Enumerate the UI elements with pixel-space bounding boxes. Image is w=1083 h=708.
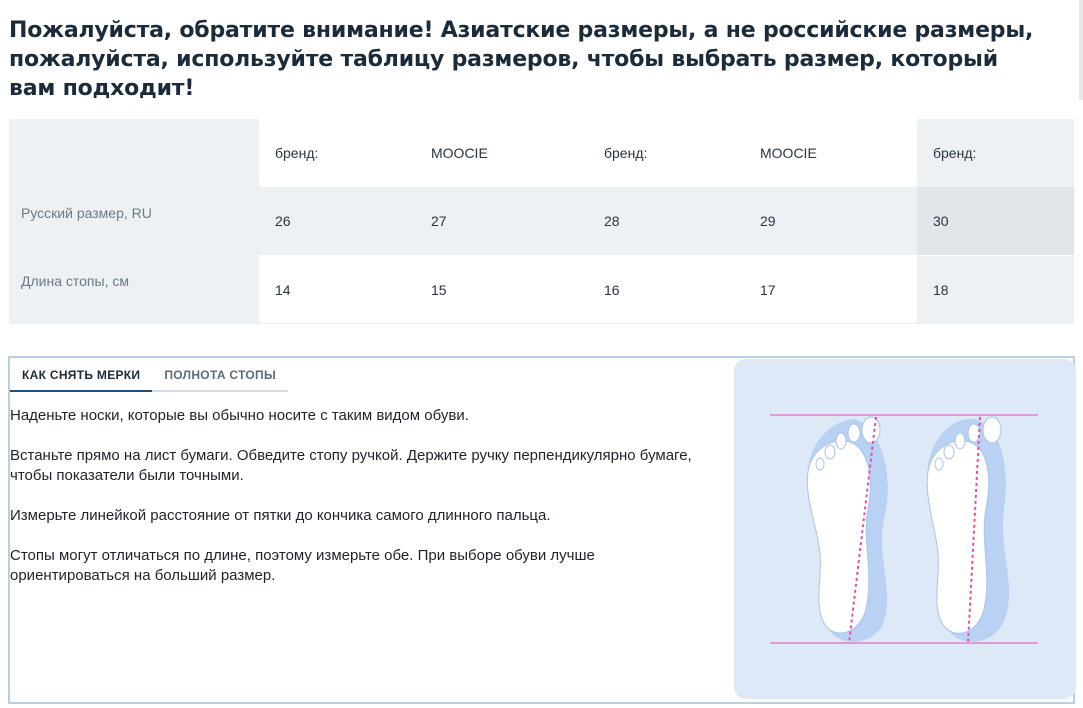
size-table-cells (259, 119, 1074, 324)
size-notice-heading: Пожалуйста, обратите внимание! Азиатские размеры, а не российские размеры, пожалуйста, используйте таблицу размеров, чтобы выбрать размер, который вам подходит! (9, 18, 1034, 101)
table-cell: 26 (275, 213, 291, 229)
tab-how-to-measure[interactable]: КАК СНЯТЬ МЕРКИ (10, 364, 152, 392)
measure-instructions (10, 406, 700, 606)
table-cell: 28 (604, 213, 620, 229)
guide-tabs (10, 364, 288, 392)
table-cell: бренд: (275, 145, 319, 161)
feet-diagram (734, 359, 1076, 699)
table-cell: 30 (933, 213, 949, 229)
measurement-guide-panel (8, 356, 1075, 704)
size-table (9, 119, 1074, 324)
table-row-brand (259, 119, 1074, 187)
instruction-step: Стопы могут отличаться по длине, поэтому измерьте обе. При выборе обуви лучше ориентироваться на больший размер. (10, 547, 595, 584)
table-cell: 14 (275, 281, 291, 298)
instruction-step: Встаньте прямо на лист бумаги. Обведите стопу ручкой. Держите ручку перпендикулярно бумаге, чтобы показатели были точными. (10, 447, 692, 484)
size-table-row-labels (9, 119, 259, 324)
scrollbar[interactable] (1079, 0, 1083, 100)
instruction-step: Измерьте линейкой расстояние от пятки до кончика самого длинного пальца. (10, 507, 551, 524)
tab-foot-width[interactable]: ПОЛНОТА СТОПЫ (152, 364, 288, 392)
table-row-ru-size (259, 187, 1074, 255)
table-cell: 18 (933, 281, 949, 298)
table-cell: 17 (760, 281, 776, 298)
left-foot-icon (807, 417, 887, 643)
table-cell: 16 (604, 281, 620, 298)
table-cell: бренд: (604, 145, 648, 161)
table-cell: бренд: (933, 145, 977, 161)
instruction-step: Наденьте носки, которые вы обычно носите с таким видом обуви. (10, 407, 469, 424)
table-cell: 29 (760, 213, 776, 229)
row-label-ru-size: Русский размер, RU (21, 205, 152, 221)
row-label-foot-length: Длина стопы, см (21, 273, 129, 289)
table-row-foot-length (259, 256, 1074, 324)
table-cell: MOOCIE (760, 145, 817, 161)
table-cell: MOOCIE (431, 145, 488, 161)
foot-measure-illustration (734, 359, 1076, 699)
right-foot-icon (927, 417, 1009, 643)
table-cell: 27 (431, 213, 447, 229)
table-cell: 15 (431, 281, 447, 298)
